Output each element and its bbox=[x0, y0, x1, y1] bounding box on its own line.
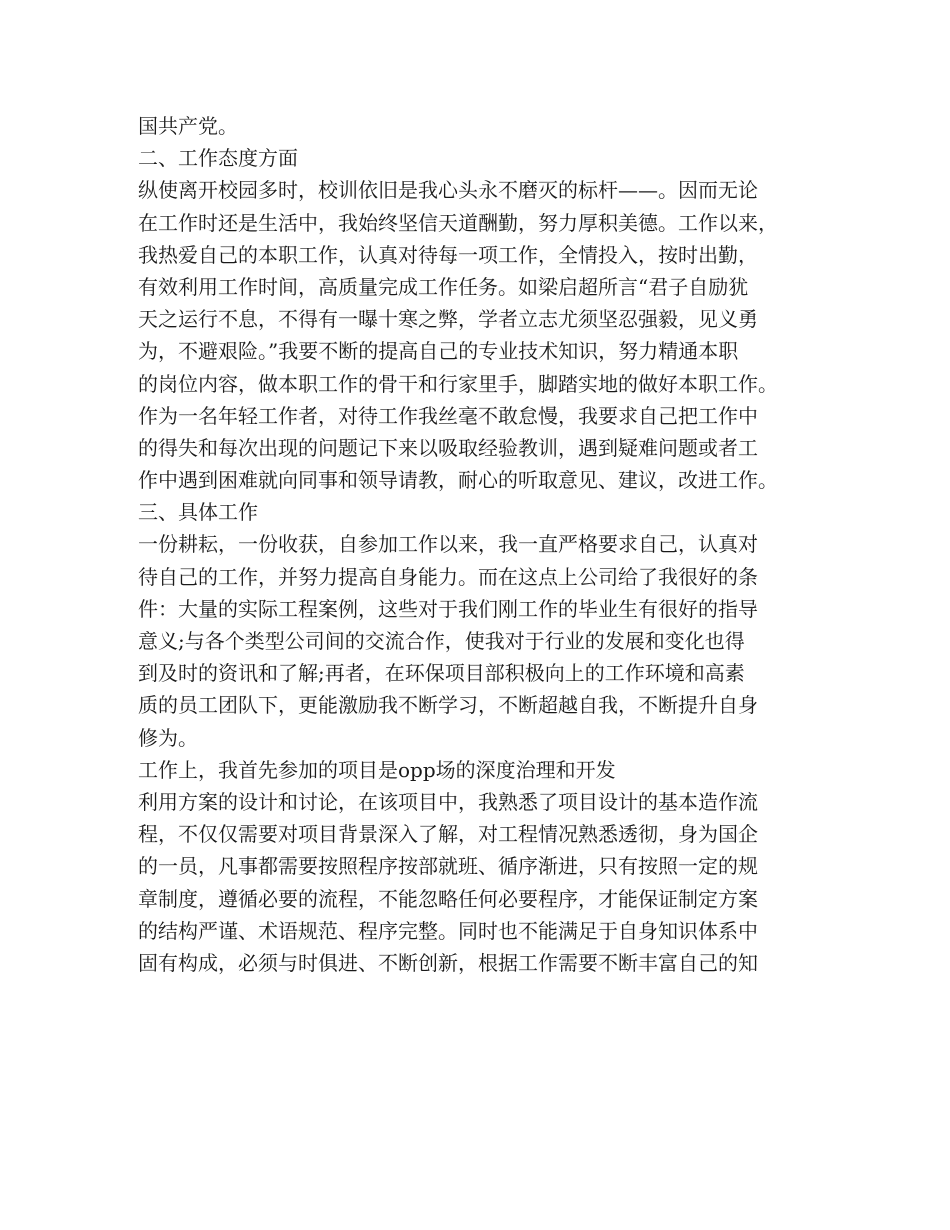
text-line: 工作上，我首先参加的项目是opp场的深度治理和开发 bbox=[138, 757, 616, 782]
text-line: 的结构严谨、术语规范、程序完整。同时也不能满足于自身知识体系中 bbox=[138, 918, 758, 943]
text-line: 的得失和每次出现的问题记下来以吸取经验教训，遇到疑难问题或者工 bbox=[138, 435, 758, 460]
text-line: 件：大量的实际工程案例，这些对于我们刚工作的毕业生有很好的指导 bbox=[138, 596, 758, 621]
text-line: 意义;与各个类型公司间的交流合作，使我对于行业的发展和变化也得 bbox=[138, 629, 745, 653]
text-line: 利用方案的设计和讨论，在该项目中，我熟悉了项目设计的基本造作流 bbox=[138, 789, 758, 814]
text-line: 我热爱自己的本职工作，认真对待每一项工作，全情投入，按时出勤， bbox=[138, 242, 758, 267]
text-line: 作中遇到困难就向同事和领导请教，耐心的听取意见、建议，改进工作。 bbox=[138, 468, 778, 493]
text-line: 到及时的资讯和了解;再者，在环保项目部积极向上的工作环境和高素 bbox=[138, 661, 745, 686]
text-line: 质的员工团队下，更能激励我不断学习，不断超越自我，不断提升自身 bbox=[138, 693, 758, 718]
text-line: 待自己的工作，并努力提高自身能力。而在这点上公司给了我很好的条 bbox=[138, 564, 758, 589]
text-line: 一份耕耘，一份收获，自参加工作以来，我一直严格要求自己，认真对 bbox=[138, 532, 758, 557]
text-line: 的一员，凡事都需要按照程序按部就班、循序渐进，只有按照一定的规 bbox=[138, 854, 758, 879]
text-line: 天之运行不息，不得有一曝十寒之弊，学者立志尤须坚忍强毅，见义勇 bbox=[138, 307, 758, 332]
text-line: 作为一名年轻工作者，对待工作我丝毫不敢怠慢，我要求自己把工作中 bbox=[138, 403, 758, 428]
text-line: 固有构成，必须与时俱进、不断创新，根据工作需要不断丰富自己的知 bbox=[138, 950, 758, 975]
text-line: 的岗位内容，做本职工作的骨干和行家里手，脚踏实地的做好本职工作。 bbox=[138, 371, 778, 396]
text-line: 国共产党。 bbox=[138, 114, 238, 138]
document-body bbox=[138, 110, 828, 979]
text-line: 在工作时还是生活中，我始终坚信天道酬勤，努力厚积美德。工作以来， bbox=[138, 210, 778, 235]
text-line: 为，不避艰险。”我要不断的提高自己的专业技术知识，努力精通本职 bbox=[138, 339, 739, 364]
text-line: 章制度，遵循必要的流程，不能忽略任何必要程序，才能保证制定方案 bbox=[138, 886, 758, 911]
section-heading: 二、工作态度方面 bbox=[138, 146, 298, 171]
text-line: 纵使离开校园多时，校训依旧是我心头永不磨灭的标杆——。因而无论 bbox=[138, 178, 758, 203]
text-line: 修为。 bbox=[138, 725, 198, 750]
section-heading: 三、具体工作 bbox=[138, 500, 258, 525]
text-line: 有效利用工作时间，高质量完成工作任务。如梁启超所言“君子自励犹 bbox=[138, 274, 749, 299]
text-line: 程，不仅仅需要对项目背景深入了解，对工程情况熟悉透彻，身为国企 bbox=[138, 822, 758, 847]
